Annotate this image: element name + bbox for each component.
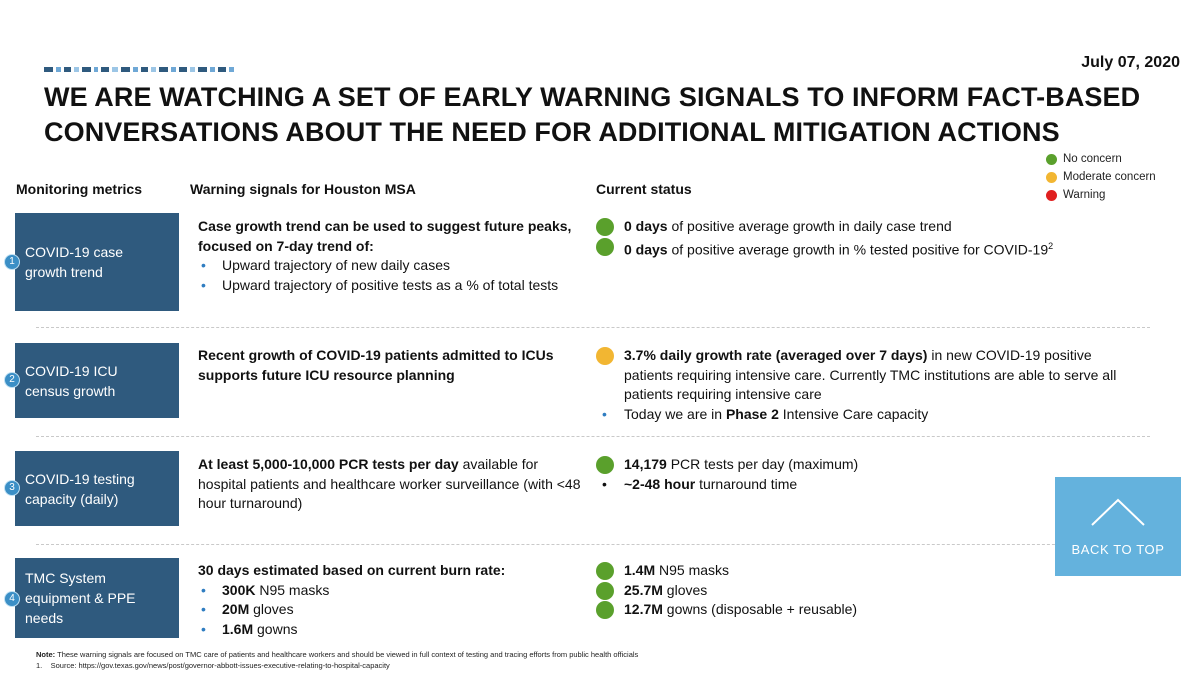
green-status-dot-icon (596, 238, 614, 256)
metric-box-case-growth: COVID-19 case growth trend (15, 213, 179, 311)
decorative-dash-bar (44, 67, 234, 72)
row-divider (36, 327, 1150, 328)
status-icu-census (596, 346, 1126, 424)
status-item: 0 days of positive average growth in daily case trend (596, 217, 1156, 237)
legend-item-moderate-concern: Moderate concern (1046, 168, 1156, 186)
report-date: July 07, 2020 (1081, 54, 1180, 71)
green-status-dot-icon (596, 562, 614, 580)
list-item: • 300K N95 masks (198, 581, 588, 601)
note-line: Note: These warning signals are focused on TMC care of patients and healthcare workers and should be viewed in full context of testing and tracing efforts from public health officials (36, 650, 639, 659)
signal-icu-census: Recent growth of COVID-19 patients admitted to ICUs supports future ICU resource planning (198, 347, 554, 383)
back-to-top-button[interactable] (1055, 477, 1181, 576)
status-item: 14,179 PCR tests per day (maximum) (596, 455, 1156, 475)
row-number-badge: 1 (4, 254, 20, 270)
row-divider (36, 544, 1150, 545)
title-line-1: WE ARE WATCHING A SET OF EARLY WARNING SIGNALS TO INFORM FACT-BASED (44, 82, 1141, 112)
legend-item-no-concern: No concern (1046, 150, 1156, 168)
signal-case-growth: Case growth trend can be used to suggest future peaks, focused on 7-day trend of: • Upward trajectory of new daily cases • Upward trajectory of positive tests as a % of total tests (198, 217, 588, 295)
legend-item-warning: Warning (1046, 186, 1156, 204)
list-item: • Upward trajectory of new daily cases (198, 256, 588, 276)
source-line: 1. Source: https://gov.texas.gov/news/post/governor-abbott-issues-executive-relating-to-hospital-capacity (36, 661, 390, 670)
row-number-badge: 4 (4, 591, 20, 607)
column-header-signals: Warning signals for Houston MSA (190, 181, 416, 197)
status-bullet: • Today we are in Phase 2 Intensive Care capacity (596, 405, 1126, 425)
status-case-growth (596, 217, 1156, 260)
status-item: 1.4M N95 masks (596, 561, 1156, 581)
column-header-metrics: Monitoring metrics (16, 181, 143, 197)
list-item: • Upward trajectory of positive tests as a % of total tests (198, 276, 588, 296)
row-divider (36, 436, 1150, 437)
status-item: 0 days of positive average growth in % tested positive for COVID-$19^2$ (596, 237, 1156, 260)
green-status-dot-icon (596, 456, 614, 474)
red-dot-icon (1046, 190, 1057, 201)
status-bullet: • ~2-48 hour turnaround time (596, 475, 1156, 495)
list-item: • 1.6M gowns (198, 620, 588, 640)
status-item: 25.7M gloves (596, 581, 1156, 601)
row-number-badge: 2 (4, 372, 20, 388)
metric-box-icu-census: COVID-19 ICU census growth (15, 343, 179, 418)
yellow-status-dot-icon (596, 347, 614, 365)
signal-testing-capacity: At least 5,000-10,000 PCR tests per day available for hospital patients and healthcare worker surveillance (with <48 hour turnaround) (198, 456, 581, 511)
metric-box-ppe-needs: TMC System equipment & PPE needs (15, 558, 179, 638)
list-item: • 20M gloves (198, 600, 588, 620)
status-item: 12.7M gowns (disposable + reusable) (596, 600, 1156, 620)
footnotes (36, 649, 638, 671)
column-header-status: Current status (596, 181, 692, 197)
green-status-dot-icon (596, 218, 614, 236)
signal-ppe-needs: 30 days estimated based on current burn rate: • 300K N95 masks • 20M gloves • 1.6M gowns (198, 561, 588, 639)
green-status-dot-icon (596, 601, 614, 619)
green-dot-icon (1046, 154, 1057, 165)
page-title (44, 80, 1141, 150)
metric-box-testing-capacity: COVID-19 testing capacity (daily) (15, 451, 179, 526)
chevron-up-icon (1090, 497, 1146, 527)
back-to-top-label: BACK TO TOP (1071, 542, 1165, 557)
green-status-dot-icon (596, 582, 614, 600)
status-item: 3.7% daily growth rate (averaged over 7 days) in new COVID-19 positive patients requiring intensive care. Currently TMC institutions are able to serve all patients requiring intensive care (596, 346, 1126, 405)
row-number-badge: 3 (4, 480, 20, 496)
status-legend (1046, 150, 1156, 204)
yellow-dot-icon (1046, 172, 1057, 183)
title-line-2: CONVERSATIONS ABOUT THE NEED FOR ADDITIONAL MITIGATION ACTIONS (44, 117, 1060, 147)
